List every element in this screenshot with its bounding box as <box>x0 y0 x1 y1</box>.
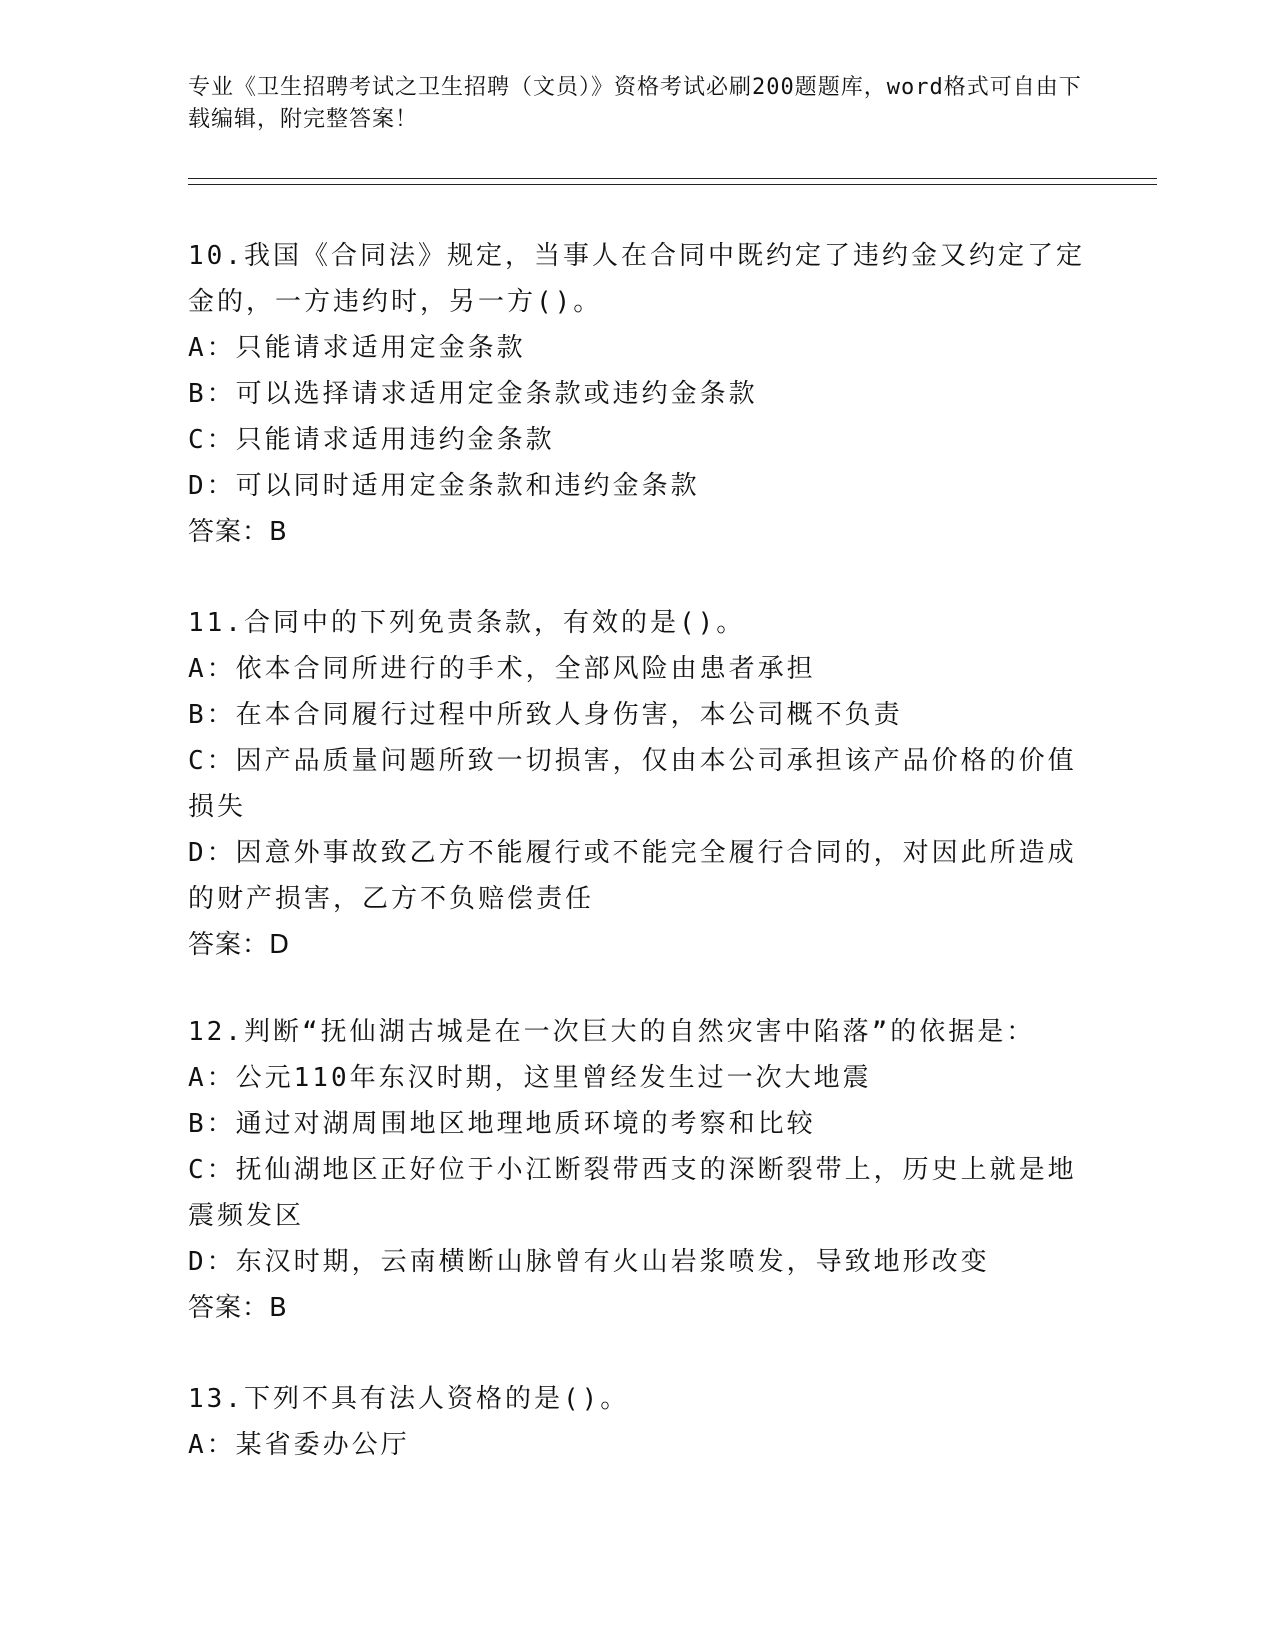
question-stem: 13.下列不具有法人资格的是()。 <box>188 1384 630 1414</box>
option-b: B：通过对湖周围地区地理地质环境的考察和比较 <box>188 1109 816 1139</box>
option-a: A：只能请求适用定金条款 <box>188 333 526 363</box>
option-a: A：某省委办公厅 <box>188 1430 410 1460</box>
document-header: 专业《卫生招聘考试之卫生招聘（文员）》资格考试必刷200题题库，word格式可自由下载编辑，附完整答案！ <box>188 75 1082 132</box>
answer-line: 答案：D <box>188 930 291 960</box>
question-12 <box>188 1009 1093 1331</box>
option-d: D：可以同时适用定金条款和违约金条款 <box>188 471 700 501</box>
question-stem: 12.判断“抚仙湖古城是在一次巨大的自然灾害中陷落”的依据是： <box>188 1017 1036 1047</box>
header-divider-top <box>188 178 1157 179</box>
question-stem: 11.合同中的下列免责条款，有效的是()。 <box>188 608 746 638</box>
option-b: B：可以选择请求适用定金条款或违约金条款 <box>188 379 758 409</box>
question-13 <box>188 1376 1093 1468</box>
option-d: D：东汉时期，云南横断山脉曾有火山岩浆喷发，导致地形改变 <box>188 1247 990 1277</box>
option-a: A：依本合同所进行的手术，全部风险由患者承担 <box>188 654 816 684</box>
header-divider-bottom <box>188 184 1157 185</box>
option-c: C：只能请求适用违约金条款 <box>188 425 555 455</box>
option-a: A：公元110年东汉时期，这里曾经发生过一次大地震 <box>188 1063 872 1093</box>
answer-line: 答案：B <box>188 517 288 547</box>
question-11 <box>188 600 1093 968</box>
option-c: C：抚仙湖地区正好位于小江断裂带西支的深断裂带上，历史上就是地震频发区 <box>188 1155 1077 1231</box>
answer-line: 答案：B <box>188 1293 288 1323</box>
option-c: C：因产品质量问题所致一切损害，仅由本公司承担该产品价格的价值损失 <box>188 746 1077 822</box>
option-d: D：因意外事故致乙方不能履行或不能完全履行合同的，对因此所造成的财产损害，乙方不负赔偿责任 <box>188 838 1077 914</box>
question-10 <box>188 233 1093 555</box>
question-stem: 10.我国《合同法》规定，当事人在合同中既约定了违约金又约定了定金的，一方违约时，另一方()。 <box>188 241 1085 317</box>
option-b: B：在本合同履行过程中所致人身伤害，本公司概不负责 <box>188 700 903 730</box>
